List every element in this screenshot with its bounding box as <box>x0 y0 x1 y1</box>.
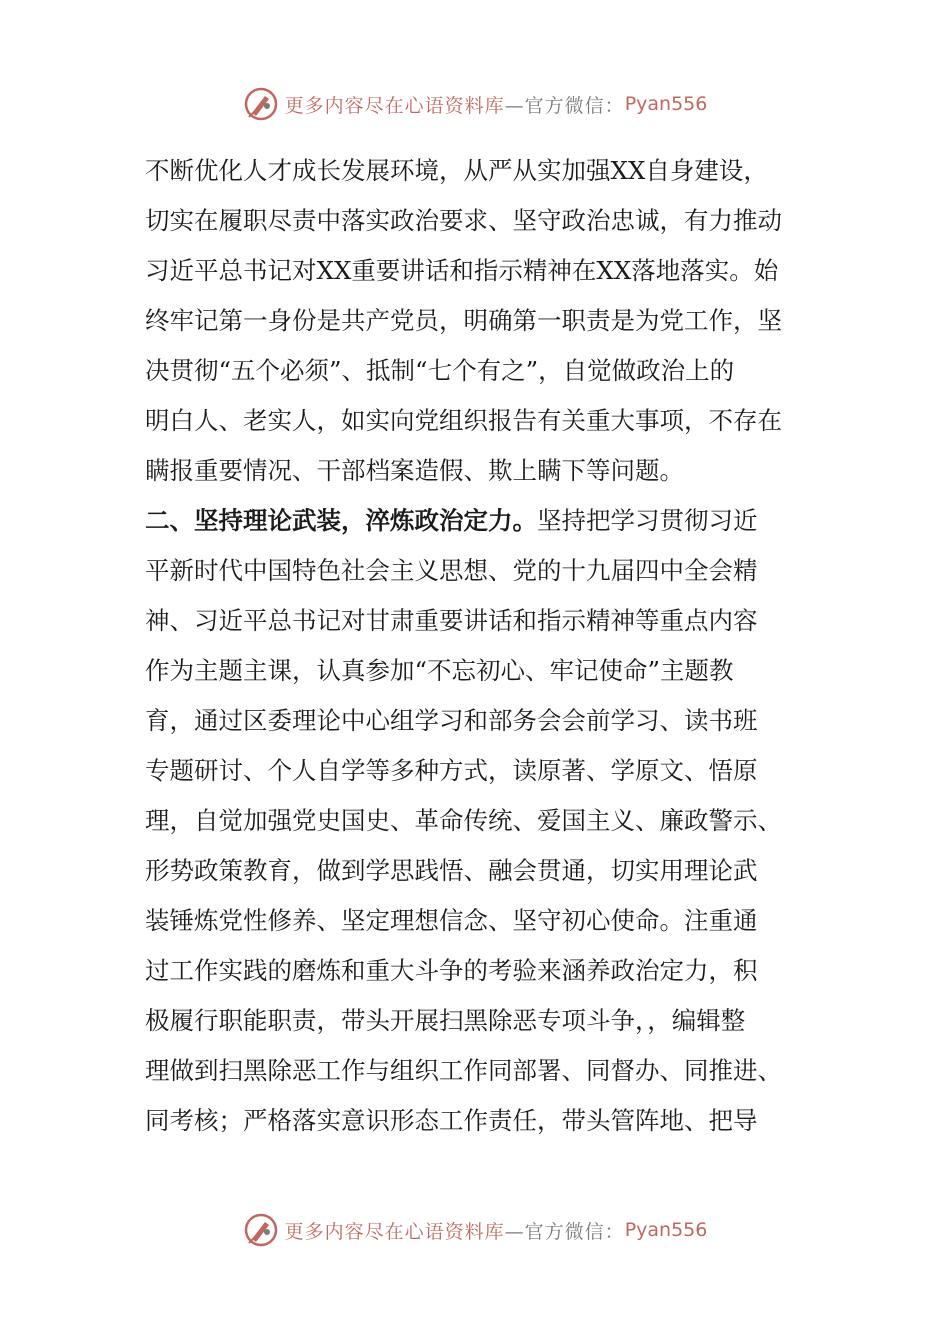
text-line: 决贯彻“五个必须”、抵制“七个有之”，自觉做政治上的 <box>145 356 735 385</box>
banner-wechat-label: —官方微信： <box>504 94 625 117</box>
banner-title: 更多内容尽在心语资料库 <box>284 1220 505 1243</box>
text-line: 育，通过区委理论中心组学习和部务会会前学习、读书班 <box>145 706 758 735</box>
footer-banner <box>0 1210 950 1250</box>
text-line: 理做到扫黑除恶工作与组织工作同部署、同督办、同推进、 <box>145 1056 782 1085</box>
banner-title: 更多内容尽在心语资料库 <box>284 94 505 117</box>
text-line: 习近平总书记对XX重要讲话和指示精神在XX落地落实。始 <box>145 256 779 285</box>
section-heading-rest: 坚持把学习贯彻习近 <box>537 506 758 535</box>
text-line: 切实在履职尽责中落实政治要求、坚守政治忠诚，有力推动 <box>145 206 782 235</box>
banner-wechat-label: —官方微信： <box>504 1220 625 1243</box>
text-line: 理，自觉加强党史国史、革命传统、爱国主义、廉政警示、 <box>145 806 782 835</box>
banner-wechat-id: Pyan556 <box>624 93 708 115</box>
pen-logo-icon <box>243 86 279 122</box>
text-line: 极履行职能职责，带头开展扫黑除恶专项斗争，，编辑整 <box>145 1006 746 1035</box>
text-line: 终牢记第一身份是共产党员，明确第一职责是为党工作，坚 <box>145 306 782 335</box>
text-line: 专题研讨、个人自学等多种方式，读原著、学原文、悟原 <box>145 756 758 785</box>
text-line: 形势政策教育，做到学思践悟、融会贯通，切实用理论武 <box>145 856 758 885</box>
pen-logo-icon <box>243 1212 279 1248</box>
section-heading-line <box>145 496 810 546</box>
banner-wechat-id: Pyan556 <box>624 1219 708 1241</box>
text-line: 装锤炼党性修养、坚定理想信念、坚守初心使命。注重通 <box>145 906 758 935</box>
text-line: 同考核；严格落实意识形态工作责任，带头管阵地、把导 <box>145 1106 758 1135</box>
text-line: 瞒报重要情况、干部档案造假、欺上瞒下等问题。 <box>145 456 684 485</box>
text-line: 平新时代中国特色社会主义思想、党的十九届四中全会精 <box>145 556 758 585</box>
text-line: 明白人、老实人，如实向党组织报告有关重大事项，不存在 <box>145 406 782 435</box>
header-banner <box>0 84 950 124</box>
text-line: 作为主题主课，认真参加“不忘初心、牢记使命”主题教 <box>145 656 734 685</box>
text-line: 不断优化人才成长发展环境，从严从实加强XX自身建设， <box>145 156 768 185</box>
text-line: 过工作实践的磨炼和重大斗争的考验来涵养政治定力，积 <box>145 956 758 985</box>
section-heading: 二、坚持理论武装，淬炼政治定力。 <box>145 506 537 535</box>
document-body <box>145 146 810 1146</box>
text-line: 神、习近平总书记对甘肃重要讲话和指示精神等重点内容 <box>145 606 758 635</box>
